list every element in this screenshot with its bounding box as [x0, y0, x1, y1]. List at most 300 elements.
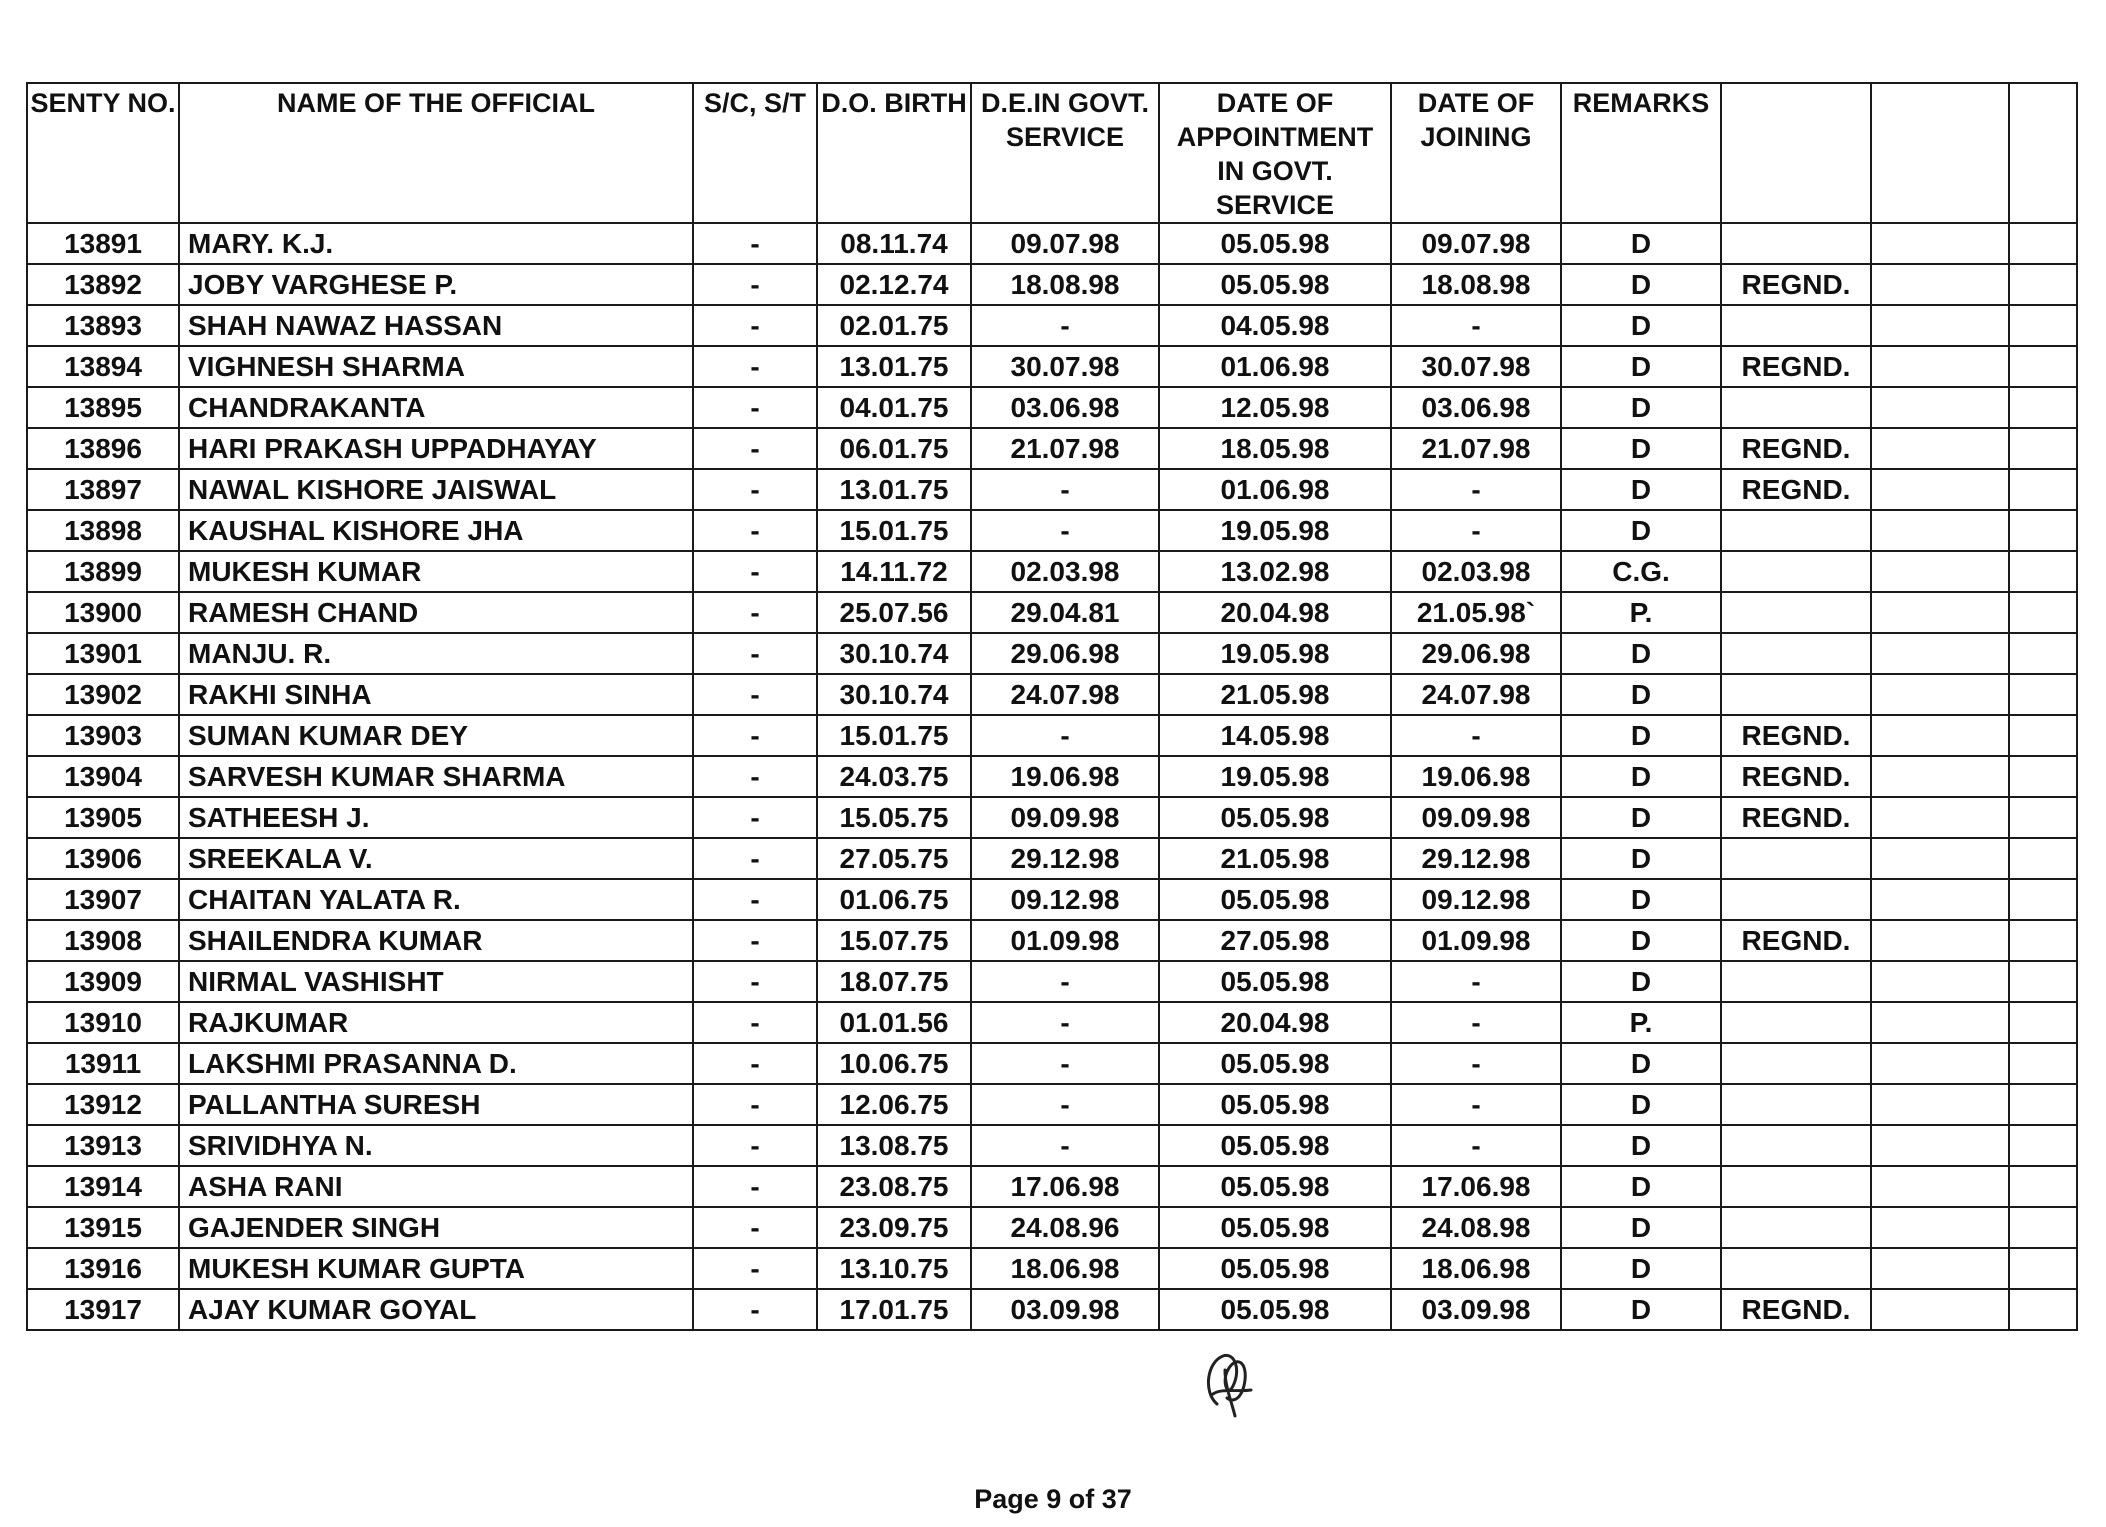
de-govt-cell: 03.09.98	[971, 1289, 1159, 1330]
sc-st-cell: -	[693, 551, 817, 592]
table-row	[27, 223, 2077, 264]
header-senty-no: SENTY NO.	[27, 83, 179, 223]
table-row	[27, 961, 2077, 1002]
table-row	[27, 715, 2077, 756]
sc-st-cell: -	[693, 920, 817, 961]
blank-cell	[1871, 305, 2009, 346]
blank-cell	[1871, 797, 2009, 838]
remarks-cell: D	[1561, 1125, 1721, 1166]
de-govt-cell: 19.06.98	[971, 756, 1159, 797]
blank-cell	[2009, 879, 2077, 920]
sc-st-cell: -	[693, 469, 817, 510]
sc-st-cell: -	[693, 1207, 817, 1248]
extra-remark-cell	[1721, 510, 1871, 551]
header-remarks: REMARKS	[1561, 83, 1721, 223]
senty-no-cell: 13912	[27, 1084, 179, 1125]
table-row	[27, 1043, 2077, 1084]
extra-remark-cell: REGND.	[1721, 920, 1871, 961]
blank-cell	[2009, 469, 2077, 510]
de-govt-cell: -	[971, 1002, 1159, 1043]
header-name: NAME OF THE OFFICIAL	[179, 83, 693, 223]
appointment-date-cell: 05.05.98	[1159, 1166, 1391, 1207]
blank-cell	[2009, 305, 2077, 346]
official-name-cell: CHAITAN YALATA R.	[179, 879, 693, 920]
extra-remark-cell	[1721, 633, 1871, 674]
blank-cell	[1871, 592, 2009, 633]
blank-cell	[2009, 838, 2077, 879]
blank-cell	[1871, 633, 2009, 674]
appointment-date-cell: 20.04.98	[1159, 592, 1391, 633]
senty-no-cell: 13892	[27, 264, 179, 305]
joining-date-cell: 03.06.98	[1391, 387, 1561, 428]
senty-no-cell: 13898	[27, 510, 179, 551]
extra-remark-cell	[1721, 1002, 1871, 1043]
de-govt-cell: -	[971, 1084, 1159, 1125]
table-row	[27, 387, 2077, 428]
header-de-govt-service: D.E.IN GOVT. SERVICE	[971, 83, 1159, 223]
extra-remark-cell	[1721, 1125, 1871, 1166]
official-name-cell: CHANDRAKANTA	[179, 387, 693, 428]
joining-date-cell: 24.08.98	[1391, 1207, 1561, 1248]
joining-date-cell: 18.08.98	[1391, 264, 1561, 305]
table-row	[27, 469, 2077, 510]
dob-cell: 02.12.74	[817, 264, 971, 305]
blank-cell	[1871, 674, 2009, 715]
dob-cell: 13.01.75	[817, 346, 971, 387]
table-row	[27, 756, 2077, 797]
table-row	[27, 551, 2077, 592]
extra-remark-cell: REGND.	[1721, 1289, 1871, 1330]
dob-cell: 01.01.56	[817, 1002, 971, 1043]
extra-remark-cell	[1721, 551, 1871, 592]
blank-cell	[1871, 264, 2009, 305]
extra-remark-cell: REGND.	[1721, 715, 1871, 756]
blank-cell	[2009, 510, 2077, 551]
blank-cell	[2009, 551, 2077, 592]
remarks-cell: D	[1561, 1289, 1721, 1330]
blank-cell	[2009, 223, 2077, 264]
remarks-cell: D	[1561, 879, 1721, 920]
senty-no-cell: 13901	[27, 633, 179, 674]
table-row	[27, 1207, 2077, 1248]
appointment-date-cell: 19.05.98	[1159, 756, 1391, 797]
page-number: Page 9 of 37	[974, 1484, 1132, 1514]
sc-st-cell: -	[693, 223, 817, 264]
official-name-cell: MANJU. R.	[179, 633, 693, 674]
senty-no-cell: 13893	[27, 305, 179, 346]
sc-st-cell: -	[693, 961, 817, 1002]
blank-cell	[1871, 1125, 2009, 1166]
senty-no-cell: 13916	[27, 1248, 179, 1289]
extra-remark-cell: REGND.	[1721, 346, 1871, 387]
table-row	[27, 633, 2077, 674]
joining-date-cell: 29.12.98	[1391, 838, 1561, 879]
joining-date-cell: -	[1391, 305, 1561, 346]
blank-cell	[1871, 961, 2009, 1002]
senty-no-cell: 13910	[27, 1002, 179, 1043]
blank-cell	[1871, 1248, 2009, 1289]
senty-no-cell: 13899	[27, 551, 179, 592]
senty-no-cell: 13904	[27, 756, 179, 797]
blank-cell	[1871, 223, 2009, 264]
sc-st-cell: -	[693, 1084, 817, 1125]
blank-cell	[2009, 920, 2077, 961]
remarks-cell: D	[1561, 1043, 1721, 1084]
sc-st-cell: -	[693, 428, 817, 469]
official-name-cell: VIGHNESH SHARMA	[179, 346, 693, 387]
dob-cell: 23.09.75	[817, 1207, 971, 1248]
dob-cell: 01.06.75	[817, 879, 971, 920]
senty-no-cell: 13913	[27, 1125, 179, 1166]
official-name-cell: SREEKALA V.	[179, 838, 693, 879]
blank-cell	[1871, 1166, 2009, 1207]
sc-st-cell: -	[693, 1043, 817, 1084]
table-row	[27, 510, 2077, 551]
de-govt-cell: 18.08.98	[971, 264, 1159, 305]
dob-cell: 17.01.75	[817, 1289, 971, 1330]
remarks-cell: D	[1561, 920, 1721, 961]
table-row	[27, 1166, 2077, 1207]
appointment-date-cell: 19.05.98	[1159, 510, 1391, 551]
dob-cell: 27.05.75	[817, 838, 971, 879]
official-name-cell: NIRMAL VASHISHT	[179, 961, 693, 1002]
dob-cell: 08.11.74	[817, 223, 971, 264]
remarks-cell: P.	[1561, 1002, 1721, 1043]
appointment-date-cell: 21.05.98	[1159, 838, 1391, 879]
dob-cell: 04.01.75	[817, 387, 971, 428]
official-name-cell: AJAY KUMAR GOYAL	[179, 1289, 693, 1330]
de-govt-cell: 09.07.98	[971, 223, 1159, 264]
official-name-cell: NAWAL KISHORE JAISWAL	[179, 469, 693, 510]
remarks-cell: D	[1561, 961, 1721, 1002]
de-govt-cell: 01.09.98	[971, 920, 1159, 961]
de-govt-cell: 18.06.98	[971, 1248, 1159, 1289]
appointment-date-cell: 13.02.98	[1159, 551, 1391, 592]
joining-date-cell: 24.07.98	[1391, 674, 1561, 715]
dob-cell: 30.10.74	[817, 674, 971, 715]
sc-st-cell: -	[693, 1289, 817, 1330]
appointment-date-cell: 01.06.98	[1159, 469, 1391, 510]
official-name-cell: MUKESH KUMAR GUPTA	[179, 1248, 693, 1289]
senty-no-cell: 13895	[27, 387, 179, 428]
official-name-cell: HARI PRAKASH UPPADHAYAY	[179, 428, 693, 469]
table-row	[27, 1248, 2077, 1289]
official-name-cell: GAJENDER SINGH	[179, 1207, 693, 1248]
blank-cell	[2009, 1125, 2077, 1166]
extra-remark-cell: REGND.	[1721, 264, 1871, 305]
remarks-cell: D	[1561, 264, 1721, 305]
appointment-date-cell: 19.05.98	[1159, 633, 1391, 674]
de-govt-cell: 09.12.98	[971, 879, 1159, 920]
dob-cell: 24.03.75	[817, 756, 971, 797]
blank-cell	[1871, 1084, 2009, 1125]
blank-cell	[2009, 264, 2077, 305]
joining-date-cell: 01.09.98	[1391, 920, 1561, 961]
remarks-cell: D	[1561, 797, 1721, 838]
appointment-date-cell: 20.04.98	[1159, 1002, 1391, 1043]
blank-cell	[2009, 756, 2077, 797]
de-govt-cell: 24.07.98	[971, 674, 1159, 715]
remarks-cell: D	[1561, 1248, 1721, 1289]
senty-no-cell: 13896	[27, 428, 179, 469]
senty-no-cell: 13907	[27, 879, 179, 920]
dob-cell: 06.01.75	[817, 428, 971, 469]
sc-st-cell: -	[693, 1002, 817, 1043]
joining-date-cell: 19.06.98	[1391, 756, 1561, 797]
de-govt-cell: 29.06.98	[971, 633, 1159, 674]
extra-remark-cell	[1721, 838, 1871, 879]
table-row	[27, 592, 2077, 633]
senty-no-cell: 13917	[27, 1289, 179, 1330]
appointment-date-cell: 05.05.98	[1159, 264, 1391, 305]
table-row	[27, 305, 2077, 346]
blank-cell	[2009, 387, 2077, 428]
table-row	[27, 838, 2077, 879]
remarks-cell: D	[1561, 510, 1721, 551]
dob-cell: 15.01.75	[817, 510, 971, 551]
sc-st-cell: -	[693, 1248, 817, 1289]
senty-no-cell: 13894	[27, 346, 179, 387]
appointment-date-cell: 21.05.98	[1159, 674, 1391, 715]
joining-date-cell: 17.06.98	[1391, 1166, 1561, 1207]
joining-date-cell: -	[1391, 961, 1561, 1002]
sc-st-cell: -	[693, 838, 817, 879]
table-header-row	[27, 83, 2077, 223]
de-govt-cell: -	[971, 961, 1159, 1002]
remarks-cell: D	[1561, 1166, 1721, 1207]
extra-remark-cell	[1721, 592, 1871, 633]
table-row	[27, 879, 2077, 920]
dob-cell: 25.07.56	[817, 592, 971, 633]
blank-cell	[2009, 1166, 2077, 1207]
senty-no-cell: 13911	[27, 1043, 179, 1084]
de-govt-cell: -	[971, 1043, 1159, 1084]
official-name-cell: LAKSHMI PRASANNA D.	[179, 1043, 693, 1084]
appointment-date-cell: 05.05.98	[1159, 223, 1391, 264]
remarks-cell: D	[1561, 715, 1721, 756]
extra-remark-cell	[1721, 387, 1871, 428]
seniority-table	[26, 82, 2078, 1331]
official-name-cell: SHAH NAWAZ HASSAN	[179, 305, 693, 346]
dob-cell: 15.01.75	[817, 715, 971, 756]
official-name-cell: SATHEESH J.	[179, 797, 693, 838]
table-row	[27, 674, 2077, 715]
appointment-date-cell: 27.05.98	[1159, 920, 1391, 961]
appointment-date-cell: 05.05.98	[1159, 961, 1391, 1002]
blank-cell	[1871, 469, 2009, 510]
blank-cell	[2009, 1084, 2077, 1125]
extra-remark-cell	[1721, 674, 1871, 715]
dob-cell: 30.10.74	[817, 633, 971, 674]
joining-date-cell: -	[1391, 1084, 1561, 1125]
blank-cell	[1871, 346, 2009, 387]
senty-no-cell: 13908	[27, 920, 179, 961]
dob-cell: 12.06.75	[817, 1084, 971, 1125]
header-blank-3	[2009, 83, 2077, 223]
appointment-date-cell: 05.05.98	[1159, 1084, 1391, 1125]
senty-no-cell: 13903	[27, 715, 179, 756]
blank-cell	[2009, 674, 2077, 715]
joining-date-cell: -	[1391, 1043, 1561, 1084]
blank-cell	[2009, 797, 2077, 838]
appointment-date-cell: 18.05.98	[1159, 428, 1391, 469]
blank-cell	[1871, 715, 2009, 756]
remarks-cell: C.G.	[1561, 551, 1721, 592]
dob-cell: 13.01.75	[817, 469, 971, 510]
sc-st-cell: -	[693, 1166, 817, 1207]
blank-cell	[1871, 1002, 2009, 1043]
blank-cell	[2009, 715, 2077, 756]
sc-st-cell: -	[693, 633, 817, 674]
dob-cell: 14.11.72	[817, 551, 971, 592]
sc-st-cell: -	[693, 797, 817, 838]
joining-date-cell: -	[1391, 715, 1561, 756]
de-govt-cell: 03.06.98	[971, 387, 1159, 428]
table-row	[27, 1002, 2077, 1043]
extra-remark-cell	[1721, 1166, 1871, 1207]
official-name-cell: KAUSHAL KISHORE JHA	[179, 510, 693, 551]
header-sc-st: S/C, S/T	[693, 83, 817, 223]
official-name-cell: RAJKUMAR	[179, 1002, 693, 1043]
header-dob: D.O. BIRTH	[817, 83, 971, 223]
appointment-date-cell: 05.05.98	[1159, 1125, 1391, 1166]
appointment-date-cell: 05.05.98	[1159, 1289, 1391, 1330]
extra-remark-cell: REGND.	[1721, 428, 1871, 469]
remarks-cell: D	[1561, 223, 1721, 264]
joining-date-cell: -	[1391, 1002, 1561, 1043]
sc-st-cell: -	[693, 1125, 817, 1166]
remarks-cell: D	[1561, 305, 1721, 346]
joining-date-cell: 30.07.98	[1391, 346, 1561, 387]
header-blank-2	[1871, 83, 2009, 223]
de-govt-cell: 29.12.98	[971, 838, 1159, 879]
official-name-cell: JOBY VARGHESE P.	[179, 264, 693, 305]
blank-cell	[2009, 1248, 2077, 1289]
blank-cell	[2009, 1289, 2077, 1330]
extra-remark-cell: REGND.	[1721, 469, 1871, 510]
blank-cell	[1871, 1043, 2009, 1084]
sc-st-cell: -	[693, 346, 817, 387]
remarks-cell: D	[1561, 1207, 1721, 1248]
senty-no-cell: 13891	[27, 223, 179, 264]
remarks-cell: D	[1561, 633, 1721, 674]
joining-date-cell: 02.03.98	[1391, 551, 1561, 592]
header-blank-1	[1721, 83, 1871, 223]
de-govt-cell: 30.07.98	[971, 346, 1159, 387]
de-govt-cell: -	[971, 1125, 1159, 1166]
joining-date-cell: 09.07.98	[1391, 223, 1561, 264]
blank-cell	[1871, 879, 2009, 920]
dob-cell: 15.05.75	[817, 797, 971, 838]
table-row	[27, 797, 2077, 838]
remarks-cell: D	[1561, 387, 1721, 428]
remarks-cell: D	[1561, 756, 1721, 797]
senty-no-cell: 13906	[27, 838, 179, 879]
joining-date-cell: 29.06.98	[1391, 633, 1561, 674]
extra-remark-cell: REGND.	[1721, 797, 1871, 838]
sc-st-cell: -	[693, 756, 817, 797]
appointment-date-cell: 05.05.98	[1159, 1043, 1391, 1084]
de-govt-cell: 24.08.96	[971, 1207, 1159, 1248]
extra-remark-cell	[1721, 1207, 1871, 1248]
joining-date-cell: 21.07.98	[1391, 428, 1561, 469]
table-row	[27, 1289, 2077, 1330]
appointment-date-cell: 12.05.98	[1159, 387, 1391, 428]
sc-st-cell: -	[693, 387, 817, 428]
senty-no-cell: 13915	[27, 1207, 179, 1248]
de-govt-cell: 02.03.98	[971, 551, 1159, 592]
de-govt-cell: -	[971, 305, 1159, 346]
appointment-date-cell: 05.05.98	[1159, 879, 1391, 920]
blank-cell	[2009, 961, 2077, 1002]
extra-remark-cell	[1721, 1043, 1871, 1084]
official-name-cell: RAKHI SINHA	[179, 674, 693, 715]
sc-st-cell: -	[693, 715, 817, 756]
senty-no-cell: 13897	[27, 469, 179, 510]
senty-no-cell: 13902	[27, 674, 179, 715]
sc-st-cell: -	[693, 879, 817, 920]
sc-st-cell: -	[693, 592, 817, 633]
extra-remark-cell	[1721, 223, 1871, 264]
header-date-joining: DATE OF JOINING	[1391, 83, 1561, 223]
official-name-cell: ASHA RANI	[179, 1166, 693, 1207]
senty-no-cell: 13905	[27, 797, 179, 838]
official-name-cell: PALLANTHA SURESH	[179, 1084, 693, 1125]
dob-cell: 13.08.75	[817, 1125, 971, 1166]
blank-cell	[2009, 633, 2077, 674]
dob-cell: 23.08.75	[817, 1166, 971, 1207]
de-govt-cell: -	[971, 510, 1159, 551]
de-govt-cell: -	[971, 715, 1159, 756]
senty-no-cell: 13900	[27, 592, 179, 633]
extra-remark-cell	[1721, 879, 1871, 920]
sc-st-cell: -	[693, 510, 817, 551]
extra-remark-cell	[1721, 1248, 1871, 1289]
sc-st-cell: -	[693, 305, 817, 346]
header-date-appointment: DATE OF APPOINTMENT IN GOVT. SERVICE	[1159, 83, 1391, 223]
blank-cell	[1871, 920, 2009, 961]
table-row	[27, 346, 2077, 387]
de-govt-cell: 09.09.98	[971, 797, 1159, 838]
appointment-date-cell: 05.05.98	[1159, 1248, 1391, 1289]
dob-cell: 15.07.75	[817, 920, 971, 961]
table-row	[27, 1125, 2077, 1166]
joining-date-cell: -	[1391, 469, 1561, 510]
dob-cell: 02.01.75	[817, 305, 971, 346]
remarks-cell: D	[1561, 838, 1721, 879]
de-govt-cell: 29.04.81	[971, 592, 1159, 633]
extra-remark-cell	[1721, 1084, 1871, 1125]
sc-st-cell: -	[693, 264, 817, 305]
joining-date-cell: 09.12.98	[1391, 879, 1561, 920]
official-name-cell: SARVESH KUMAR SHARMA	[179, 756, 693, 797]
blank-cell	[1871, 838, 2009, 879]
de-govt-cell: -	[971, 469, 1159, 510]
dob-cell: 13.10.75	[817, 1248, 971, 1289]
remarks-cell: D	[1561, 346, 1721, 387]
official-name-cell: MUKESH KUMAR	[179, 551, 693, 592]
blank-cell	[2009, 1043, 2077, 1084]
official-name-cell: SUMAN KUMAR DEY	[179, 715, 693, 756]
appointment-date-cell: 01.06.98	[1159, 346, 1391, 387]
blank-cell	[2009, 428, 2077, 469]
remarks-cell: D	[1561, 469, 1721, 510]
blank-cell	[1871, 551, 2009, 592]
senty-no-cell: 13909	[27, 961, 179, 1002]
joining-date-cell: 18.06.98	[1391, 1248, 1561, 1289]
remarks-cell: D	[1561, 1084, 1721, 1125]
official-name-cell: MARY. K.J.	[179, 223, 693, 264]
